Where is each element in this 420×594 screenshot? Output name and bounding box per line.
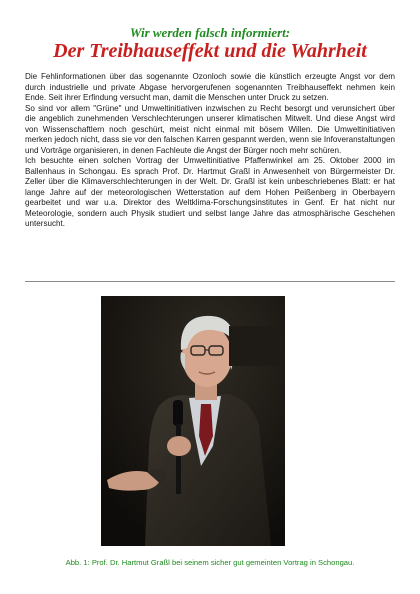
article-title: Der Treibhauseffekt und die Wahrheit (53, 40, 367, 62)
kicker-line: Wir werden falsch informiert: (129, 25, 291, 40)
paragraph: Die Fehlinformationen über das sogenannte Ozonloch sowie die künstlich erzeugte Angst vor dem durch industrielle und private Abgase hervorgerufenen sogenannten Treibhauseffekt nehmen kein Ende. Seit ihrer Erfindung versucht man, damit die Menschen unter Druck zu setzen. (25, 72, 395, 102)
paragraph: So sind vor allem "Grüne" und Umweltinitiativen inzwischen zu Recht besorgt und verunsichert über die angeblich zunehmenden Verschlechterungen unserer klimatischen Mitwelt. Und diese Angst wird von Wissenschaftlern noch geschürt, meist nicht einmal mit bösem Willen. Die Umweltinitiativen merken jedoch nicht, dass sie vor den falschen Karren gespannt werden, wenn sie Infoveranstaltungen und Vorträge organisieren, in denen Fachleute die Angst der Bürger noch mehr schüren. (25, 103, 395, 155)
section-divider (25, 281, 395, 282)
paragraph: Ich besuchte einen solchen Vortrag der Umweltinitiative Pfaffenwinkel am 25. Oktober 2000 im Ballenhaus in Schongau. Es sprach Prof. Dr. Hartmut Graßl in Anwesenheit von Bürgermeister Dr. Zeller über die Klimaverschlechterungen in der Welt. Dr. Graßl ist kein unbeschriebenes Blatt: er hat lange Jahre auf der meteorologischen Wetterstation auf dem Hohen Peißenberg in Oberbayern gearbeitet und war u.a. Direktor des Weltklima-Forschungsinstitutes in Genf. Er hat nicht nur Meteorologie, sondern auch Physik studiert und selbst lange Jahre das atmosphärische Geschehen untersucht. (25, 156, 395, 228)
speaker-photo (101, 296, 285, 546)
article-body (25, 72, 395, 230)
speaker-photo-illustration (101, 296, 285, 546)
photo-caption: Abb. 1: Prof. Dr. Hartmut Graßl bei seinem sicher gut gemeinten Vortrag in Schongau. (65, 558, 355, 567)
